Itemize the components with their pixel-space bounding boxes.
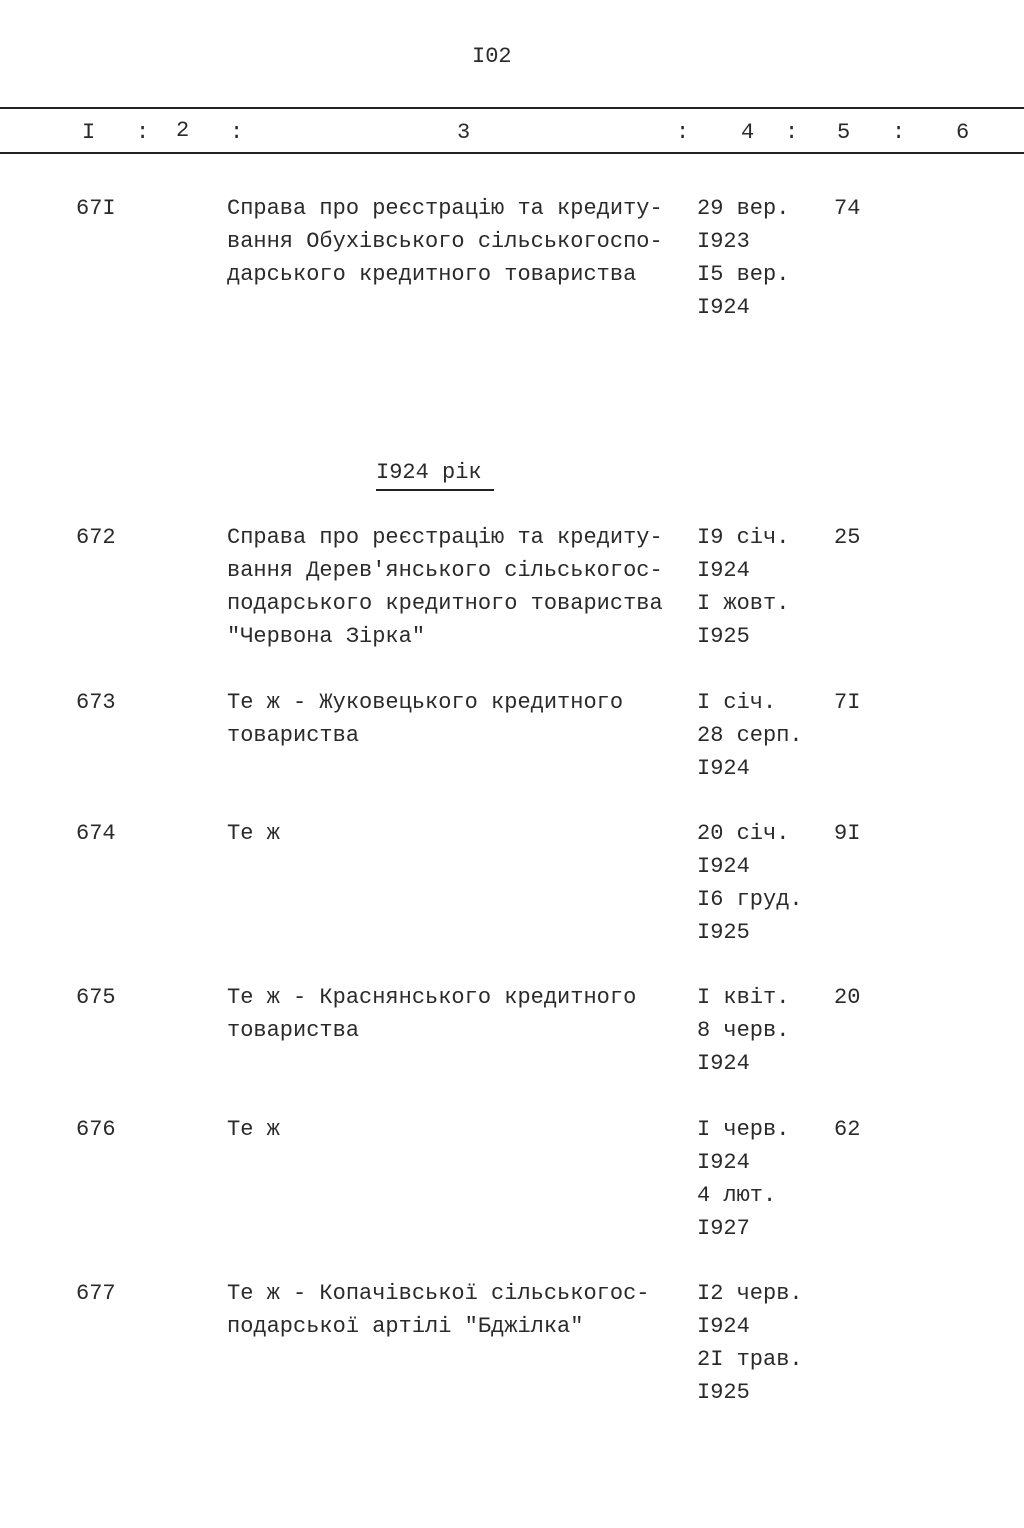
date-line: I квіт. xyxy=(697,985,790,1010)
description-line: вання Обухівського сільськогоспо- xyxy=(227,229,663,254)
date-line: I924 xyxy=(697,1150,750,1175)
column-separator: : xyxy=(785,120,799,145)
case-number: 673 xyxy=(76,690,116,715)
date-line: I923 xyxy=(697,229,750,254)
description-line: Те ж xyxy=(227,821,280,846)
column-separator: : xyxy=(136,120,150,145)
date-line: I925 xyxy=(697,624,750,649)
case-dates xyxy=(697,1277,803,1409)
date-line: 29 вер. xyxy=(697,196,790,221)
sheet-count: 9I xyxy=(834,821,861,846)
date-line: I924 xyxy=(697,558,750,583)
date-line: I927 xyxy=(697,1216,750,1241)
description-line: дарського кредитного товариства xyxy=(227,262,637,287)
case-number: 675 xyxy=(76,985,116,1010)
sheet-count: 20 xyxy=(834,985,861,1010)
case-dates xyxy=(697,981,789,1080)
description-line: Те ж - Копачівської сільськогос- xyxy=(227,1281,650,1306)
column-separator: : xyxy=(676,120,690,145)
description-line: подарського кредитного товариства xyxy=(227,591,663,616)
description-line: товариства xyxy=(227,1018,360,1043)
date-line: 8 черв. xyxy=(697,1018,790,1043)
case-description xyxy=(227,686,623,752)
description-line: вання Дерев'янського сільськогос- xyxy=(227,558,663,583)
column-header-4: 4 xyxy=(741,120,755,145)
description-line: Те ж xyxy=(227,1117,280,1142)
date-line: I6 груд. xyxy=(697,887,803,912)
date-line: 2I трав. xyxy=(697,1347,803,1372)
column-header-5: 5 xyxy=(837,120,851,145)
case-dates xyxy=(697,521,789,653)
case-description xyxy=(227,192,663,291)
description-line: товариства xyxy=(227,723,360,748)
case-description xyxy=(227,817,280,850)
description-line: "Червона Зірка" xyxy=(227,624,426,649)
date-line: I924 xyxy=(697,1314,750,1339)
header-bottom-rule xyxy=(0,152,1024,154)
date-line: I924 xyxy=(697,756,750,781)
section-heading-year: I924 рік xyxy=(376,456,494,491)
date-line: I924 xyxy=(697,1051,750,1076)
date-line: 20 січ. xyxy=(697,821,790,846)
date-line: I9 січ. xyxy=(697,525,790,550)
date-line: I черв. xyxy=(697,1117,790,1142)
date-line: 4 лют. xyxy=(697,1183,777,1208)
case-description xyxy=(227,521,663,653)
sheet-count: 74 xyxy=(834,196,861,221)
date-line: I січ. xyxy=(697,690,777,715)
date-line: I2 черв. xyxy=(697,1281,803,1306)
date-line: I жовт. xyxy=(697,591,790,616)
date-line: I925 xyxy=(697,1380,750,1405)
sheet-count: 7I xyxy=(834,690,861,715)
description-line: Справа про реєстрацію та кредиту- xyxy=(227,196,663,221)
page-number: I02 xyxy=(472,44,512,69)
sheet-count: 62 xyxy=(834,1117,861,1142)
case-description xyxy=(227,981,636,1047)
column-header-6: 6 xyxy=(956,120,970,145)
header-top-rule xyxy=(0,107,1024,109)
column-header-2: 2 xyxy=(176,118,190,143)
description-line: Справа про реєстрацію та кредиту- xyxy=(227,525,663,550)
date-line: I924 xyxy=(697,854,750,879)
case-description xyxy=(227,1113,280,1146)
case-description xyxy=(227,1277,649,1343)
description-line: Те ж - Краснянського кредитного xyxy=(227,985,637,1010)
case-number: 674 xyxy=(76,821,116,846)
sheet-count: 25 xyxy=(834,525,861,550)
description-line: подарської артілі "Бджілка" xyxy=(227,1314,584,1339)
case-dates xyxy=(697,817,803,949)
description-line: Те ж - Жуковецького кредитного xyxy=(227,690,624,715)
case-dates xyxy=(697,1113,789,1245)
date-line: I924 xyxy=(697,295,750,320)
case-dates xyxy=(697,192,789,324)
case-number: 672 xyxy=(76,525,116,550)
date-line: 28 серп. xyxy=(697,723,803,748)
column-header-1: I xyxy=(82,120,96,145)
column-separator: : xyxy=(892,120,906,145)
date-line: I925 xyxy=(697,920,750,945)
case-number: 676 xyxy=(76,1117,116,1142)
case-dates xyxy=(697,686,803,785)
column-header-3: 3 xyxy=(457,120,471,145)
case-number: 67I xyxy=(76,196,116,221)
column-separator: : xyxy=(230,120,244,145)
date-line: I5 вер. xyxy=(697,262,790,287)
case-number: 677 xyxy=(76,1281,116,1306)
